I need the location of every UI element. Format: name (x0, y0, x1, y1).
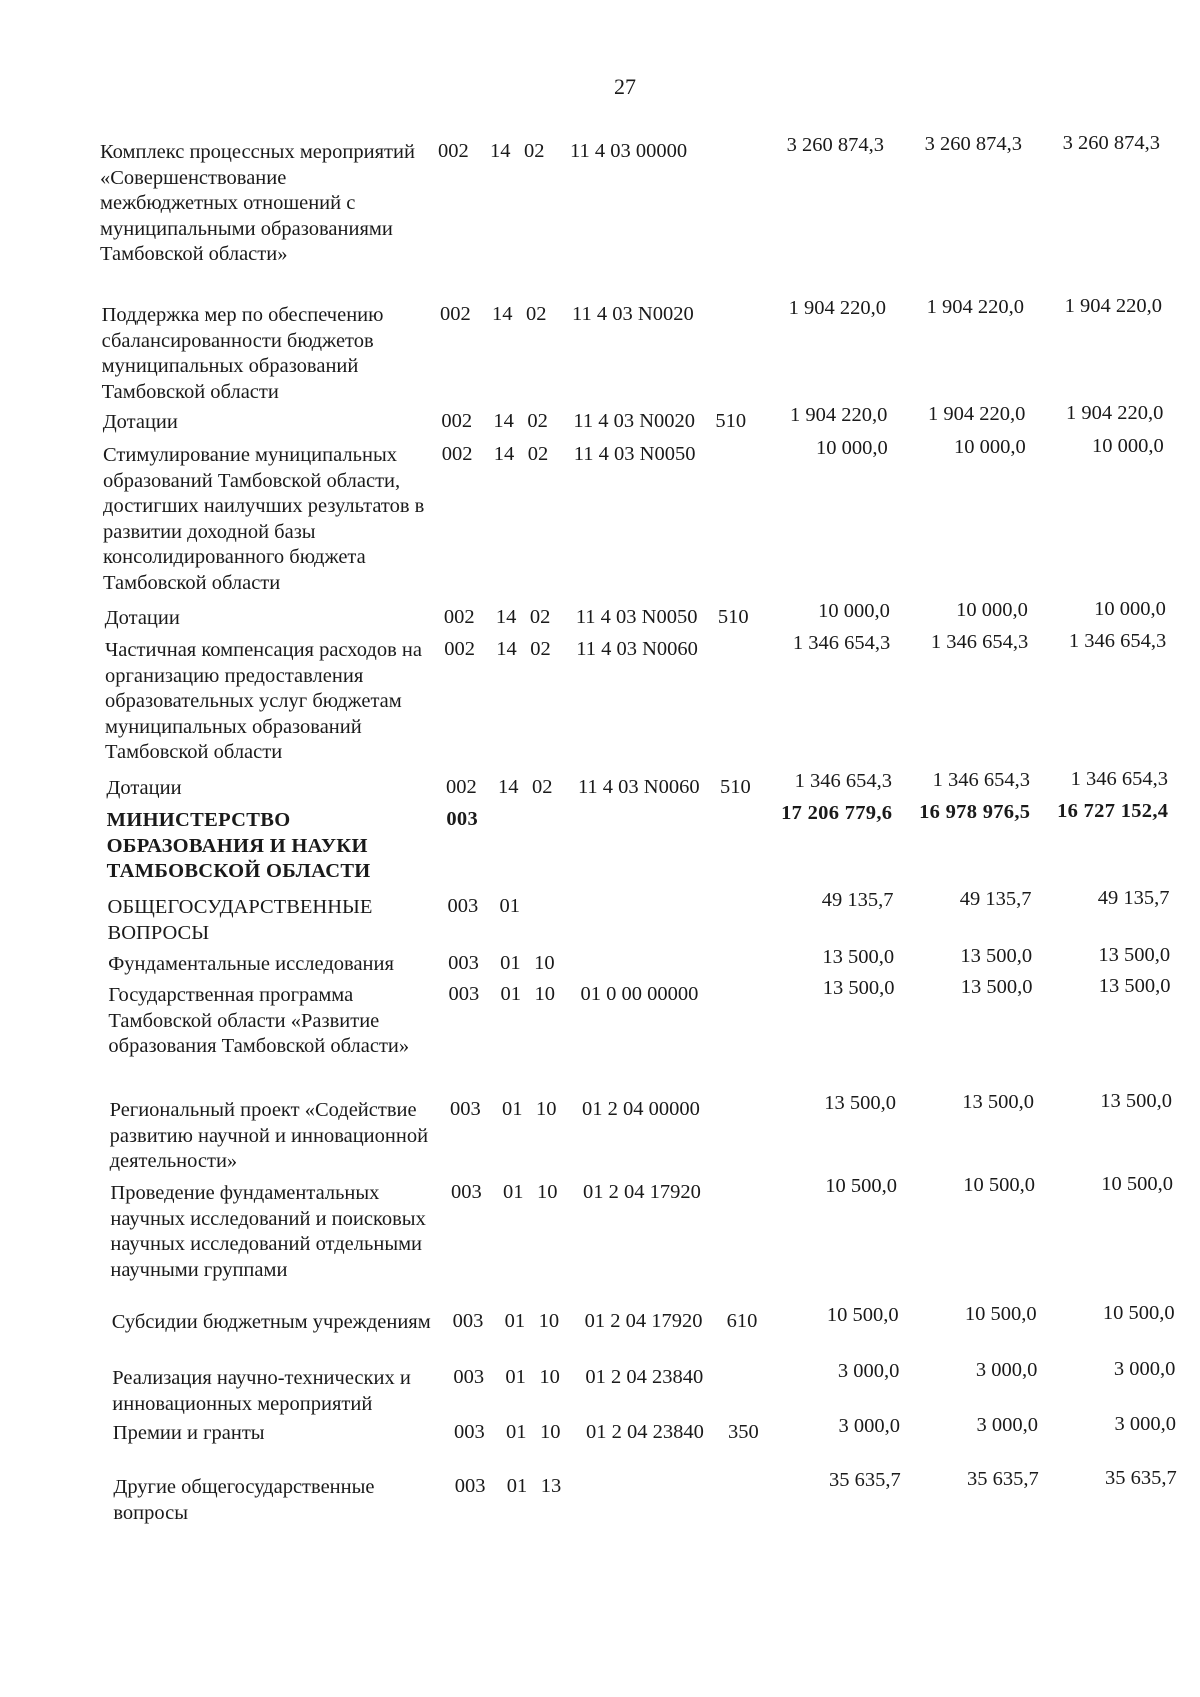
row-name: Реализация научно-технических и инновационных мероприятий (112, 1367, 411, 1415)
row-name: Дотации (104, 607, 180, 629)
row-amount-2026: 1 346 654,3 (932, 769, 1030, 791)
row-amount-2025: 3 260 874,3 (786, 134, 884, 156)
row-amount-2026: 1 904 220,0 (928, 403, 1026, 425)
row-amount-2025: 13 500,0 (824, 1092, 896, 1114)
row-section-code: 14 (495, 606, 517, 628)
row-amount-2027: 13 500,0 (1098, 975, 1171, 997)
row-target-code: 01 2 04 00000 (581, 1098, 700, 1120)
row-ministry-code: 003 (447, 895, 479, 917)
row-amount-2026: 10 000,0 (954, 436, 1026, 458)
row-amount-2026: 10 500,0 (963, 1174, 1035, 1196)
row-target-code: 01 0 00 00000 (580, 983, 699, 1005)
row-ministry-code: 003 (449, 1098, 481, 1120)
row-amount-2027: 1 904 220,0 (1066, 402, 1164, 424)
row-section-code: 01 (505, 1366, 526, 1388)
row-ministry-code: 003 (448, 983, 480, 1005)
row-amount-2026: 1 904 220,0 (926, 296, 1025, 318)
row-subsection-code: 02 (527, 443, 549, 465)
row-target-code: 01 2 04 17920 (584, 1310, 703, 1332)
row-name: Дотации (102, 411, 178, 433)
row-name: Частичная компенсация расходов на организацию предоставления образовательных услуг бюджетам муниципальных образований Тамбовской области (104, 639, 422, 764)
row-expense-type-code: 510 (719, 776, 751, 798)
row-name: Проведение фундаментальных научных исследований и поисковых научных исследований отдельными научными группами (110, 1182, 426, 1281)
row-amount-2026: 3 000,0 (976, 1414, 1038, 1436)
row-amount-2026: 10 500,0 (964, 1303, 1037, 1325)
row-section-code: 01 (503, 1181, 524, 1203)
row-amount-2026: 10 000,0 (956, 599, 1028, 621)
row-section-code: 14 (493, 443, 515, 465)
row-ministry-code: 003 (452, 1310, 484, 1332)
row-amount-2027: 1 904 220,0 (1064, 295, 1163, 317)
row-amount-2025: 10 000,0 (816, 437, 888, 459)
row-amount-2025: 10 500,0 (826, 1304, 899, 1326)
row-amount-2025: 10 000,0 (818, 600, 890, 622)
row-ministry-code: 002 (445, 776, 477, 798)
row-target-code: 01 2 04 17920 (583, 1181, 701, 1203)
row-name: Субсидии бюджетным учреждениям (111, 1311, 431, 1333)
row-amount-2026: 13 500,0 (960, 945, 1033, 967)
row-amount-2025: 1 904 220,0 (790, 404, 888, 426)
row-subsection-code: 10 (539, 1366, 560, 1388)
row-ministry-code: 003 (454, 1475, 486, 1497)
row-expense-type-code: 510 (717, 606, 749, 628)
row-amount-2026: 13 500,0 (960, 976, 1033, 998)
row-amount-2027: 10 500,0 (1102, 1302, 1175, 1324)
row-name: Стимулирование муниципальных образований Тамбовской области, достигших наилучших результатов в развитии доходной базы консолидированного бюджета Тамбовской области (103, 444, 425, 594)
row-subsection-code: 10 (540, 1421, 561, 1443)
row-name: Комплекс процессных мероприятий «Совершенствование межбюджетных отношений с муниципальными образованиями Тамбовской области» (100, 141, 415, 266)
row-amount-2027: 35 635,7 (1104, 1467, 1177, 1489)
row-amount-2025: 3 000,0 (837, 1360, 900, 1382)
row-subsection-code: 10 (535, 1098, 557, 1120)
row-name: Поддержка мер по обеспечению сбалансированности бюджетов муниципальных образований Тамбовской области (101, 304, 384, 403)
row-amount-2025: 13 500,0 (822, 977, 895, 999)
row-ministry-code: 002 (443, 606, 475, 628)
row-amount-2025: 1 346 654,3 (794, 770, 892, 792)
row-amount-2025: 49 135,7 (821, 889, 894, 911)
row-amount-2027: 13 500,0 (1100, 1090, 1172, 1112)
row-section-code: 14 (497, 776, 519, 798)
row-section-code: 01 (501, 1098, 523, 1120)
row-name: Фундаментальные исследования (108, 953, 394, 975)
row-expense-type-code: 610 (726, 1310, 758, 1332)
row-amount-2025: 3 000,0 (838, 1415, 900, 1437)
row-amount-2027: 10 000,0 (1092, 435, 1164, 457)
row-subsection-code: 10 (538, 1310, 560, 1332)
row-amount-2027: 16 727 152,4 (1057, 800, 1169, 822)
row-amount-2026: 16 978 976,5 (919, 801, 1031, 823)
row-section-code: 01 (504, 1310, 526, 1332)
row-ministry-code: 003 (446, 808, 478, 830)
row-section-code: 01 (506, 1421, 527, 1443)
row-subsection-code: 10 (537, 1181, 558, 1203)
row-amount-2027: 13 500,0 (1098, 944, 1171, 966)
row-subsection-code: 02 (529, 606, 551, 628)
row-amount-2026: 3 000,0 (975, 1359, 1038, 1381)
row-ministry-code: 002 (441, 443, 473, 465)
row-amount-2025: 17 206 779,6 (781, 802, 893, 824)
row-expense-type-code: 350 (728, 1421, 759, 1443)
row-amount-2027: 1 346 654,3 (1068, 630, 1167, 652)
row-amount-2027: 49 135,7 (1097, 887, 1170, 909)
row-amount-2025: 35 635,7 (828, 1469, 901, 1491)
row-amount-2027: 10 000,0 (1094, 598, 1166, 620)
row-section-code: 14 (493, 410, 514, 432)
row-subsection-code: 10 (534, 983, 556, 1005)
row-amount-2026: 3 260 874,3 (924, 133, 1022, 155)
row-name: Государственная программа Тамбовской области «Развитие образования Тамбовской области» (108, 984, 410, 1058)
row-amount-2026: 1 346 654,3 (930, 631, 1029, 653)
row-target-code: 11 4 03 N0060 (576, 638, 698, 660)
row-target-code: 01 2 04 23840 (586, 1421, 704, 1443)
row-ministry-code: 003 (448, 952, 479, 974)
row-target-code: 11 4 03 N0020 (572, 303, 694, 325)
row-expense-type-code: 510 (715, 410, 747, 432)
page-number: 27 (614, 74, 636, 99)
row-subsection-code: 02 (526, 303, 547, 325)
row-amount-2026: 49 135,7 (959, 888, 1032, 910)
row-target-code: 11 4 03 00000 (570, 140, 688, 162)
row-section-code: 14 (492, 303, 513, 325)
row-target-code: 11 4 03 N0060 (577, 776, 700, 798)
row-subsection-code: 10 (534, 952, 555, 974)
row-target-code: 01 2 04 23840 (585, 1366, 704, 1388)
row-section-code: 01 (506, 1475, 528, 1497)
row-target-code: 11 4 03 N0020 (573, 410, 696, 432)
row-section-code: 14 (496, 638, 517, 660)
row-subsection-code: 02 (530, 638, 551, 660)
row-subsection-code: 02 (531, 776, 553, 798)
row-name: Другие общегосударственные вопросы (113, 1476, 375, 1524)
row-ministry-code: 003 (451, 1181, 482, 1203)
row-amount-2027: 3 000,0 (1113, 1358, 1176, 1380)
row-ministry-code: 003 (454, 1421, 485, 1443)
row-ministry-code: 003 (453, 1366, 485, 1388)
row-name: МИНИСТЕРСТВО ОБРАЗОВАНИЯ И НАУКИ ТАМБОВСКОЙ ОБЛАСТИ (106, 809, 371, 883)
row-amount-2026: 13 500,0 (962, 1091, 1034, 1113)
row-section-code: 01 (499, 895, 520, 917)
row-amount-2026: 35 635,7 (966, 1468, 1039, 1490)
row-ministry-code: 002 (440, 303, 471, 325)
row-amount-2025: 1 346 654,3 (792, 632, 891, 654)
row-amount-2027: 10 500,0 (1101, 1173, 1173, 1195)
row-subsection-code: 13 (540, 1475, 562, 1497)
row-subsection-code: 02 (527, 410, 548, 432)
row-amount-2025: 1 904 220,0 (788, 297, 887, 319)
row-amount-2027: 1 346 654,3 (1070, 768, 1168, 790)
row-target-code: 11 4 03 N0050 (575, 606, 698, 628)
row-target-code: 11 4 03 N0050 (573, 443, 696, 465)
row-section-code: 01 (500, 952, 521, 974)
row-amount-2027: 3 260 874,3 (1062, 132, 1160, 154)
row-section-code: 01 (500, 983, 522, 1005)
row-name: ОБЩЕГОСУДАРСТВЕННЫЕ ВОПРОСЫ (107, 896, 373, 944)
row-ministry-code: 002 (438, 140, 469, 162)
row-ministry-code: 002 (444, 638, 475, 660)
row-name: Региональный проект «Содействие развитию научной и инновационной деятельности» (109, 1099, 429, 1173)
row-amount-2025: 13 500,0 (822, 946, 895, 968)
row-name: Премии и гранты (112, 1422, 265, 1444)
row-amount-2025: 10 500,0 (825, 1175, 897, 1197)
row-name: Дотации (106, 777, 182, 799)
row-section-code: 14 (490, 140, 511, 162)
row-ministry-code: 002 (441, 410, 473, 432)
row-subsection-code: 02 (524, 140, 545, 162)
row-amount-2027: 3 000,0 (1114, 1413, 1176, 1435)
